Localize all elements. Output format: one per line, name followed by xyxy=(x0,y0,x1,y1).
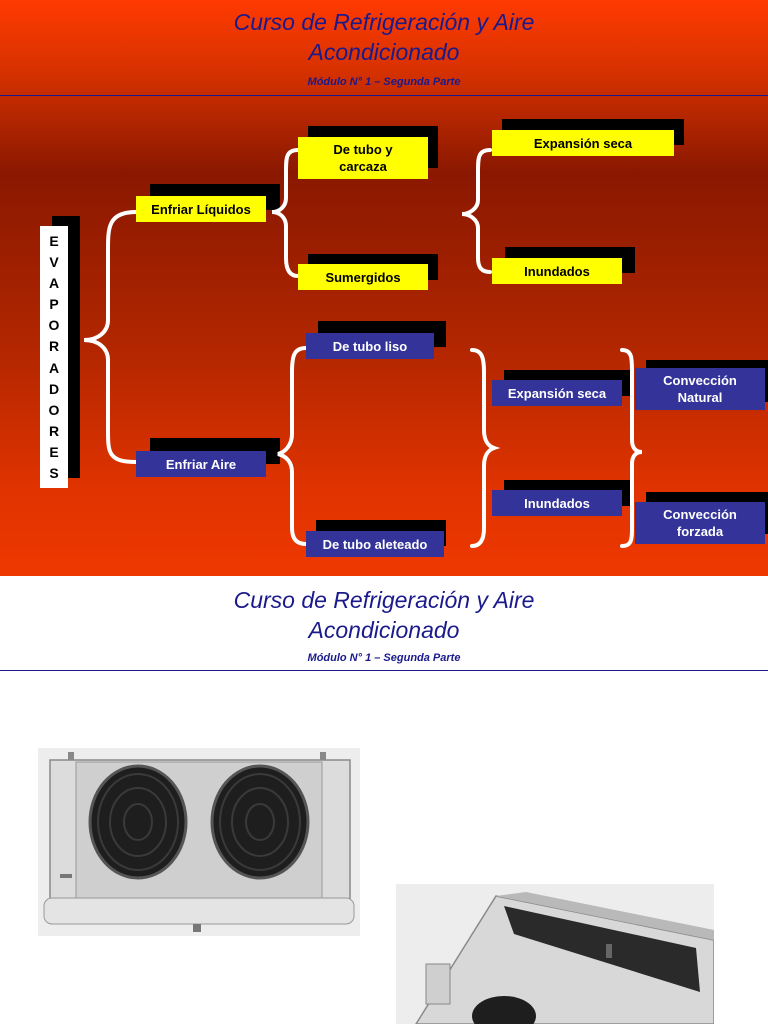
box-conveccion-forzada: Convección forzada xyxy=(635,502,765,544)
slide2-title-line2: Acondicionado xyxy=(308,617,460,643)
box-enfriar-aire: Enfriar Aire xyxy=(136,451,266,477)
slide2-title-rule xyxy=(0,670,768,671)
slide2-title-line1: Curso de Refrigeración y Aire xyxy=(233,587,535,613)
slide-title-line1: Curso de Refrigeración y Aire xyxy=(233,9,535,35)
evaporator-unit-photo-angled xyxy=(396,884,714,1024)
box-conveccion-natural: Convección Natural xyxy=(635,368,765,410)
slide-subtitle: Módulo N° 1 – Segunda Parte xyxy=(307,76,461,88)
box-enfriar-liquidos: Enfriar Líquidos xyxy=(136,196,266,222)
box-inundados-aire: Inundados xyxy=(492,490,622,516)
box-de-tubo-liso: De tubo liso xyxy=(306,333,434,359)
fan-left-icon xyxy=(90,766,186,878)
box-expansion-seca-aire: Expansión seca xyxy=(492,380,622,406)
slide-title-line2: Acondicionado xyxy=(308,39,460,65)
fan-right-icon xyxy=(212,766,308,878)
box-sumergidos: Sumergidos xyxy=(298,264,428,290)
evaporator-unit-photo-front xyxy=(38,748,360,936)
box-inundados-liquidos: Inundados xyxy=(492,258,622,284)
box-de-tubo-aleteado: De tubo aleteado xyxy=(306,531,444,557)
evaporadores-label: E V A P O R A D O R E S xyxy=(40,226,68,488)
slide2-subtitle: Módulo N° 1 – Segunda Parte xyxy=(307,652,461,664)
box-de-tubo-y-carcaza: De tubo y carcaza xyxy=(298,137,428,179)
box-expansion-seca-liquidos: Expansión seca xyxy=(492,130,674,156)
